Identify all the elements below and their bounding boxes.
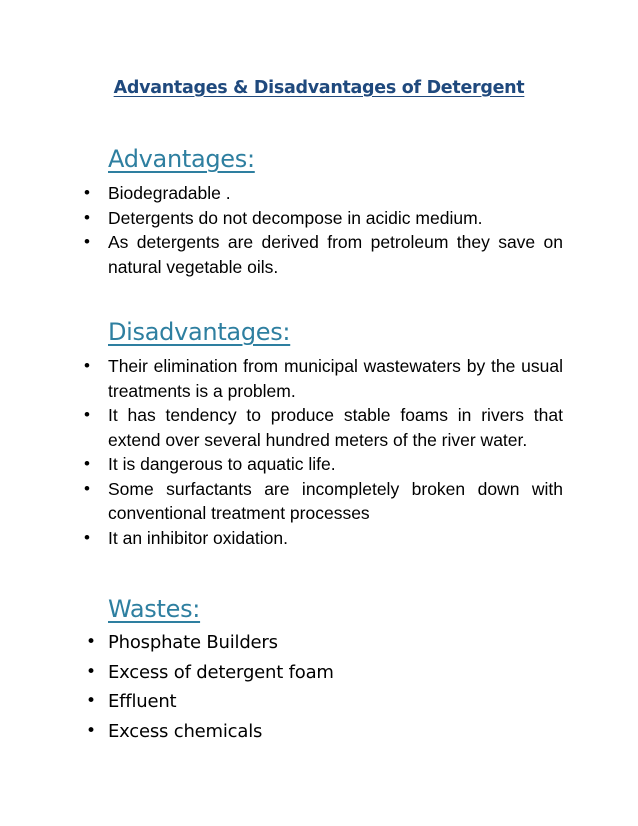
bullet-icon: •: [84, 527, 90, 547]
list-item: • As detergents are derived from petroleum they save on natural vegetable oils.: [84, 232, 563, 277]
list-item: • Phosphate Builders: [0, 628, 563, 658]
list-item: • It is dangerous to aquatic life.: [0, 452, 563, 477]
advantages-heading: Advantages:: [108, 145, 255, 173]
bullet-icon: •: [84, 232, 90, 251]
list-item: • Their elimination from municipal wastewaters by the usual treatments is a problem.: [84, 356, 563, 401]
bullet-icon: •: [84, 207, 90, 227]
list-item: • Effluent: [0, 687, 563, 717]
list-item: • Excess chemicals: [0, 717, 563, 747]
list-item: • Detergents do not decompose in acidic medium.: [0, 206, 563, 231]
bullet-icon: •: [84, 478, 90, 498]
bullet-icon: •: [86, 632, 96, 652]
list-item: • Excess of detergent foam: [0, 658, 563, 688]
bullet-icon: •: [84, 454, 90, 473]
bullet-icon: •: [86, 720, 96, 741]
bullet-icon: •: [84, 183, 90, 202]
list-item: • It an inhibitor oxidation.: [0, 526, 563, 551]
bullet-icon: •: [86, 661, 96, 682]
bullet-icon: •: [84, 405, 90, 424]
list-item: • Biodegradable .: [0, 181, 563, 206]
advantages-list: [0, 181, 638, 279]
wastes-list: [0, 628, 638, 746]
disadvantages-heading: Disadvantages:: [108, 318, 291, 346]
list-item: • It has tendency to produce stable foams in rivers that extend over several hundred meters of the river water.: [84, 405, 563, 450]
list-item: • Some surfactants are incompletely broken down with conventional treatment processes: [84, 478, 563, 523]
wastes-heading: Wastes:: [108, 595, 201, 623]
bullet-icon: •: [86, 691, 96, 711]
disadvantages-list: [0, 354, 638, 550]
page-title: Advantages & Disadvantages of Detergent: [113, 78, 525, 98]
bullet-icon: •: [84, 356, 90, 375]
